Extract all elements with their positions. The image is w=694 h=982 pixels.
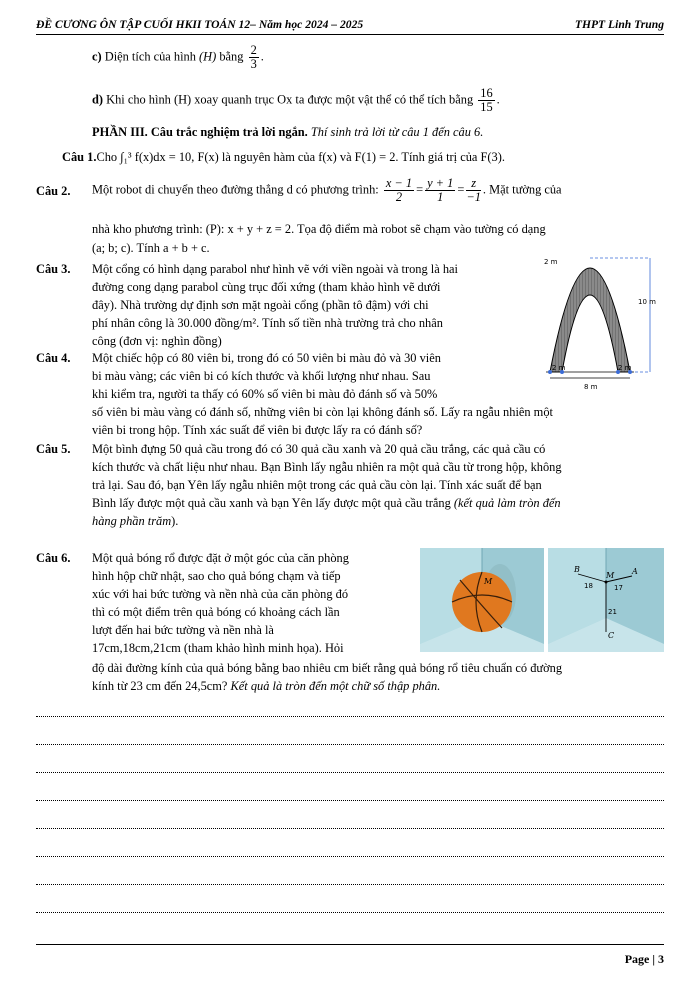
answer-line [36, 744, 664, 745]
eq-z: $\frac{z}{-1}$ [466, 176, 481, 204]
question-2-label: Câu 2. [36, 184, 71, 198]
basketball-corner-figure [420, 548, 544, 652]
question-5: Một bình đựng 50 quả cầu trong đó có 30 quả cầu xanh và 20 quả cầu trắng, các quả cầu có kích thước và chất liệu như nhau. Bạn Bình lấy ngẫu nhiên ra một quả cầu từ trong hộp, không trả lại. Sau đó, bạn Yên lấy ngẫu nhiên một trong các quả cầu còn lại. Tính xác suất để bạn Bình lấy được một quả cầu xanh và bạn Yên lấy được một quả cầu trắng (kết quả làm tròn đến hàng phần trăm). [92, 442, 562, 528]
question-4: Một chiếc hộp có 80 viên bi, trong đó có 50 viên bi màu đỏ và 30 viên bi màu vàng; các viên bi có kích thước và khối lượng như nhau. Sau khi kiểm tra, người ta thấy có 60% số viên bi màu đỏ đánh số và 50% [92, 351, 441, 401]
fraction: $\frac{16}{15}$ [480, 86, 493, 114]
label-width: 8 m [584, 383, 598, 391]
answer-line [36, 772, 664, 773]
point-M: M [606, 571, 615, 580]
dist-18: 18 [584, 582, 593, 590]
point-C: C [608, 631, 615, 640]
question-6-line8: kính từ 23 cm đến 24,5cm? Kết quả là tròn đến một chữ số thập phân. [92, 679, 441, 693]
question-6: Một quả bóng rổ được đặt ở một góc của căn phòng hình hộp chữ nhật, sao cho quả bóng chạm và tiếp xúc với hai bức tường và nền nhà của căn phòng đó thì có một điểm trên quả bóng có khoảng cách lần lượt đến hai bức tường và nền nhà là 17cm,18cm,21cm (tham khảo hình minh họa). Hỏi [92, 551, 349, 655]
question-1: Câu 1.Cho ∫₁³ f(x)dx = 10, F(x) là nguyên hàm của f(x) và F(1) = 2. Tính giá trị của F(3). [62, 150, 505, 164]
label-right-base: 2 m [618, 364, 632, 372]
question-5-label: Câu 5. [36, 442, 71, 456]
question-4-line5: viên bi trong hộp. Tính xác suất để viên bi được lấy ra có đánh số? [92, 423, 423, 437]
footer-rule [36, 944, 664, 945]
label-left-base: 2 m [552, 364, 566, 372]
item-c: c) Diện tích của hình (H) bằng $\frac{2}{3}$ . [92, 43, 264, 71]
question-4-line4: số viên bi màu vàng có đánh số, những viên bi còn lại không đánh số. Lấy ra ngẫu nhiên một [92, 405, 553, 419]
question-2: Một robot di chuyển theo đường thẳng d có phương trình: $\frac{x - 1}{2}$ = $\frac{y + 1}{1}$ = $\frac{z}{-1}$ . Mặt tường của [92, 176, 562, 204]
page-header [36, 14, 664, 35]
question-3: Một cổng có hình dạng parabol như hình vẽ với viền ngoài và trong là hai đường cong dạng parabol cùng trục đối xứng (tham khảo hình vẽ dưới đây). Nhà trường dự định sơn mặt ngoài cổng (phần tô đậm) với chi phí nhân công là 30.000 đồng/m². Tính số tiền nhà trường trả cho nhân công (đơn vị: nghìn đồng) [92, 262, 458, 348]
fraction: $\frac{2}{3}$ [250, 43, 257, 71]
label-top: 2 m [544, 258, 558, 266]
question-2-line2: nhà kho phương trình: (P): x + y + z = 2. Tọa độ điểm mà robot sẽ chạm vào tường có dạng [92, 222, 546, 236]
answer-line [36, 716, 664, 717]
answer-line [36, 828, 664, 829]
question-3-label: Câu 3. [36, 262, 71, 276]
answer-line [36, 800, 664, 801]
point-B: B [574, 565, 580, 574]
gate-shaded-region [550, 268, 630, 372]
item-d: d) Khi cho hình (H) xoay quanh trục Ox ta được một vật thể có thể tích bằng $\frac{16}{15}$ . [92, 86, 500, 114]
page-number: Page | 3 [624, 952, 664, 966]
answer-line [36, 856, 664, 857]
question-4-label: Câu 4. [36, 351, 71, 365]
parabola-gate-figure [528, 248, 664, 400]
part3-heading: PHẦN III. Câu trắc nghiệm trả lời ngắn. Thí sinh trả lời từ câu 1 đến câu 6. [92, 125, 484, 139]
header-school: THPT Linh Trung [574, 18, 664, 31]
question-6-line7: độ dài đường kính của quả bóng bằng bao nhiêu cm biết rằng quả bóng rổ tiêu chuẩn có đường [92, 661, 563, 675]
question-2-line3: (a; b; c). Tính a + b + c. [92, 241, 210, 255]
ball-point-label: M [484, 577, 493, 586]
point-A: A [632, 567, 638, 576]
dist-21: 21 [608, 608, 617, 616]
label-height: 10 m [638, 298, 656, 306]
question-6-label: Câu 6. [36, 551, 71, 565]
eq-y: $\frac{y + 1}{1}$ [427, 176, 454, 204]
eq-x: $\frac{x - 1}{2}$ [385, 176, 413, 204]
dist-17: 17 [614, 584, 623, 592]
answer-line [36, 912, 664, 913]
answer-line [36, 884, 664, 885]
corner-distance-figure [548, 548, 664, 652]
header-title: ĐỀ CƯƠNG ÔN TẬP CUỐI HKII TOÁN 12– Năm học 2024 – 2025 [36, 18, 364, 31]
